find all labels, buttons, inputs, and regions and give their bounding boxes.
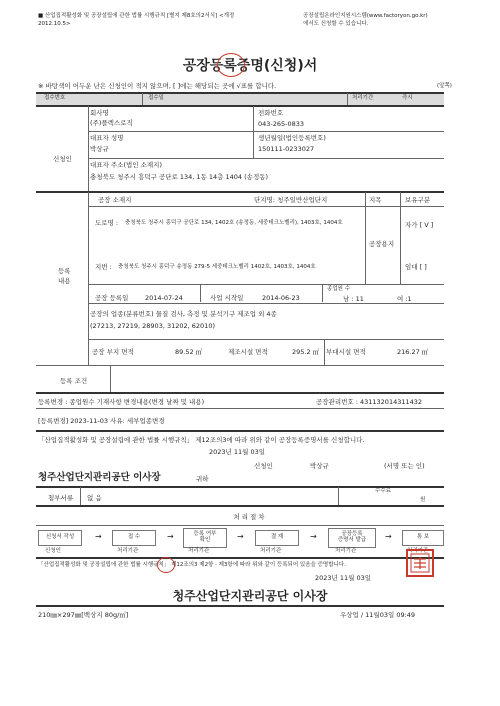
company-label: 회사명 xyxy=(90,109,109,117)
attachments-value: 없 음 xyxy=(87,494,102,502)
road-label: 도로명 : xyxy=(95,219,119,227)
own-option: 자가 [ V ] xyxy=(405,221,434,229)
actor-2: 처리기관 xyxy=(117,548,139,554)
form-title: 공장등록증명(신청)서 xyxy=(182,58,318,74)
reg-date-label: 공장 등록일 xyxy=(95,294,129,302)
recipient-suffix: 귀하 xyxy=(196,475,209,483)
law-date: 2012.10.5> xyxy=(38,21,71,27)
land-area-value: 89.52 ㎡ xyxy=(175,348,203,356)
page-side: (앞쪽) xyxy=(437,83,452,89)
request-date: 2023년 11월 03일 xyxy=(209,448,266,456)
fee-label: 수수료 xyxy=(375,488,391,494)
step-1: 신청서 작성 xyxy=(38,530,82,546)
official-seal-icon xyxy=(405,548,435,578)
workers-label: 종업원 수 xyxy=(327,286,351,292)
recipient: 청주산업단지관리공단 이사장 xyxy=(38,472,161,483)
step-5: 공장등록 증명서 발급 xyxy=(328,528,376,548)
ownership-label: 보유구분 xyxy=(405,196,431,204)
print-timestamp: 우상업 / 11월03일 09:49 xyxy=(340,611,416,619)
actor-1: 신청인 xyxy=(45,548,61,554)
rent-option: 임대 [ ] xyxy=(405,263,427,271)
phone-value: 043-265-0833 xyxy=(258,120,305,128)
jimok-label: 지목 xyxy=(369,196,382,204)
birth-label: 생년월일(법인등록번호) xyxy=(258,134,326,142)
sign-placeholder: (서명 또는 인) xyxy=(384,462,425,470)
conditions-label: 등록 조건 xyxy=(60,377,88,385)
rep-value: 박상규 xyxy=(90,145,109,153)
industry-codes: (27213, 27219, 28903, 31202, 62010) xyxy=(90,322,215,330)
actor-6: 처리기관 xyxy=(407,548,429,554)
period-value: 즉시 xyxy=(402,95,413,101)
biz-start-value: 2014-06-23 xyxy=(262,294,300,302)
arrow-icon: → xyxy=(95,532,102,541)
step-3: 등록 여부 확인 xyxy=(183,528,227,548)
aux-area-value: 216.27 ㎡ xyxy=(397,348,429,356)
receipt-date-label: 접수일 xyxy=(148,95,164,101)
site-line-1: 공장설립온라인지원시스템(www.factoryon.go.kr) xyxy=(303,13,428,19)
receipt-row xyxy=(36,93,444,105)
biz-start-label: 사업 시작일 xyxy=(210,294,244,302)
birth-value: 150111-0233027 xyxy=(258,145,315,153)
applicant-section-label: 신청인 xyxy=(53,155,72,163)
jibun-address: 충청북도 청주시 흥덕구 송정동 279-5 세중테크노벨리 1402호, 1403호, 1404호 xyxy=(118,264,316,270)
fee-unit: 원 xyxy=(420,497,426,503)
red-circle-mark xyxy=(217,53,245,77)
reg-date-value: 2014-07-24 xyxy=(145,294,183,302)
location-label: 공장 소재지 xyxy=(98,196,132,204)
jimok-value: 공장용지 xyxy=(369,240,395,248)
site-line-2: 에서도 신청할 수 있습니다. xyxy=(303,21,369,27)
period-label: 처리기간 xyxy=(352,95,374,101)
certification-text: 「산업집적활성화 및 공장설립에 관한 법률 시행규칙」 제12조의3 제2항 · 제3항에 따라 위와 같이 등록되어 있음을 증명합니다. xyxy=(38,562,346,568)
aux-area-label: 부대시설 면적 xyxy=(326,348,366,356)
registration-label-1: 등록 xyxy=(58,267,71,275)
red-circle-mark xyxy=(157,557,175,573)
actor-5: 처리기관 xyxy=(335,548,357,554)
step-2: 접 수 xyxy=(112,530,156,546)
certification-date: 2023년 11월 03일 xyxy=(315,574,372,582)
receipt-number-label: 접수번호 xyxy=(44,95,66,101)
industry-label: 공장의 업종(분류번호) 물질 검사, 측정 및 분석기구 제조업 외 4종 xyxy=(90,310,277,318)
mfg-area-label: 제조시설 면적 xyxy=(228,348,268,356)
address-label: 대표자 주소(법인 소재지) xyxy=(90,161,162,169)
attachments-label: 첨부서류 xyxy=(48,494,74,502)
applicant-sign-label: 신청인 xyxy=(254,462,273,470)
management-number: 공장관리번호 : 431132014311432 xyxy=(316,398,423,406)
applicant-sign-name: 박상규 xyxy=(310,462,329,470)
address-value: 충청북도 청주시 흥덕구 공단로 134, 1동 14층 1404 (송정동) xyxy=(90,173,269,181)
rep-label: 대표자 성명 xyxy=(90,134,124,142)
land-area-label: 공장 부지 면적 xyxy=(92,348,134,356)
change-content: [등록변경] 2023-11-03 사유: 세부업종변경 xyxy=(38,417,165,425)
mfg-area-value: 295.2 ㎡ xyxy=(292,348,320,356)
procedure-title: 처리절차 xyxy=(233,513,267,521)
arrow-icon: → xyxy=(237,532,244,541)
phone-label: 전화번호 xyxy=(258,109,284,117)
workers-male: 남 : 11 xyxy=(343,295,364,303)
request-statement: 「산업집적활성화 및 공장설립에 관한 법률 시행규칙」 제12조의3에 따라 위와 같이 공장등록증명서를 신청합니다. xyxy=(38,436,365,444)
workers-female: 여 :1 xyxy=(397,295,412,303)
actor-3: 처리기관 xyxy=(188,548,210,554)
paper-size: 210㎜×297㎜[백상지 80g/㎡] xyxy=(38,611,129,619)
step-4: 결 재 xyxy=(255,530,299,546)
law-reference: ■ 산업집적활성화 및 공장설립에 관한 법률 시행규칙 [별지 제8호의2서식] <개정 xyxy=(38,13,235,19)
actor-4: 처리기관 xyxy=(260,548,282,554)
arrow-icon: → xyxy=(310,532,317,541)
road-address: 충청북도 청주시 흥덕구 공단로 134, 1402호 (송정동, 세중테크노벨리), 1403호, 1404호 xyxy=(125,220,343,226)
issuer: 청주산업단지관리공단 이사장 xyxy=(172,589,328,603)
arrow-icon: → xyxy=(385,532,392,541)
step-6: 통 보 xyxy=(402,530,444,546)
arrow-icon: → xyxy=(167,532,174,541)
notice: ※ 바탕색이 어두운 난은 신청인이 적지 않으며, [ ]에는 해당되는 곳에 √표를 합니다. xyxy=(38,82,277,90)
complex-label: 단지명: 청주일반산업단지 xyxy=(254,196,328,204)
company-value: (주)플렉스로직 xyxy=(90,119,133,127)
change-label: 등록변경 : 종업원수 기재사항 변경내용(변경 날짜 및 내용) xyxy=(38,398,205,406)
registration-label-2: 내용 xyxy=(58,277,71,285)
jibun-label: 지번 : xyxy=(95,263,112,271)
